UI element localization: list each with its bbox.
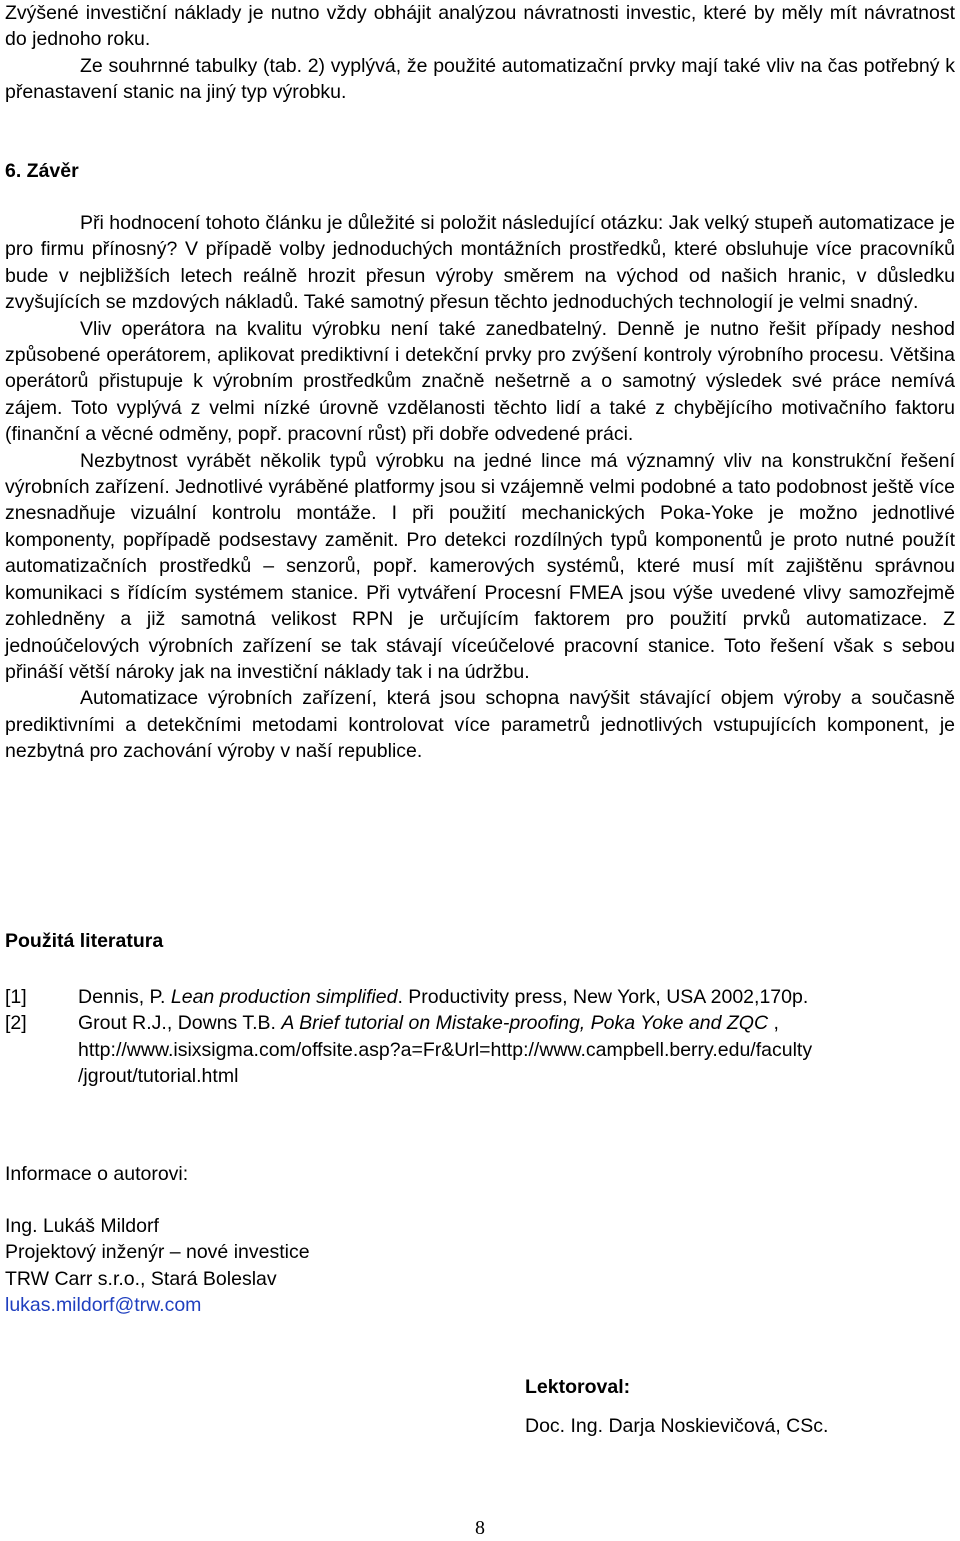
author-info-label: Informace o autorovi: xyxy=(5,1163,189,1185)
author-email-link[interactable]: lukas.mildorf@trw.com xyxy=(5,1294,202,1317)
intro-text xyxy=(5,0,955,106)
author-name: Ing. Lukáš Mildorf xyxy=(5,1215,159,1237)
intro-paragraph-1: Zvýšené investiční náklady je nutno vždy obhájit analýzou návratnosti investic, které by měly mít návratnost do jednoho roku. xyxy=(5,2,955,51)
reference-authors: Grout R.J., Downs T.B. xyxy=(78,1012,282,1035)
reference-title: A Brief tutorial on Mistake-proofing, Poka Yoke and ZQC xyxy=(281,1012,769,1035)
page-number: 8 xyxy=(475,1517,485,1539)
author-company: TRW Carr s.r.o., Stará Boleslav xyxy=(5,1267,277,1290)
intro-paragraph-2: Ze souhrnné tabulky (tab. 2) vyplývá, že použité automatizační prvky mají také vliv na čas potřebný k přenastavení stanic na jiný typ výrobku. xyxy=(5,54,955,104)
conclusion-paragraph-4: Automatizace výrobních zařízení, která jsou schopna navýšit stávající objem výroby a současně prediktivními a detekčními metodami kontrolovat více parametrů jednotlivých vstupujících komponent, je nezbytná pro zachování výroby v naší republice. xyxy=(5,687,955,763)
reference-number: [1] xyxy=(5,986,27,1008)
reference-details: , http://www.isixsigma.com/offsite.asp?a=Fr&Url=http://www.campbell.berry.edu/faculty /jgrout/tutorial.html xyxy=(78,1012,813,1088)
conclusion-paragraph-1: Při hodnocení tohoto článku je důležité si položit následující otázku: Jak velký stupeň automatizace je pro firmu přínosný? V případě volby jednoduchých montážních prostředků, které obsluhuje více pracovníků bude v nejbližších letech reálně hrozit přesun výroby směrem na východ od našich hranic, v důsledku zvyšujících se mzdových nákladů. Také samotný přesun těchto jednoduchých technologií je velmi snadný. xyxy=(5,212,955,314)
reviewer-name: Doc. Ing. Darja Noskievičová, CSc. xyxy=(525,1415,829,1437)
conclusion-paragraph-2: Vliv operátora na kvalitu výrobku není také zanedbatelný. Denně je nutno řešit případy neshod způsobené operátorem, aplikovat prediktivní i detekční prvky pro zvýšení kontroly výrobního procesu. Většina operátorů přistupuje k výrobním prostředkům značně nešetrně a o samotný výsledek své práce nemívá zájem. Toto vyplývá z velmi nízké úrovně vzdělanosti těchto lidí a také z chybějícího motivačního faktoru (finanční a věcné odměny, popř. pracovní růst) při dobře odvedené práci. xyxy=(5,317,955,446)
literature-heading: Použitá literatura xyxy=(5,930,164,952)
conclusion-text xyxy=(5,210,955,765)
reference-authors: Dennis, P. xyxy=(78,986,171,1008)
reference-item xyxy=(5,1010,955,1089)
reference-details: . Productivity press, New York, USA 2002,170p. xyxy=(397,986,809,1008)
reference-body xyxy=(78,1010,955,1089)
section-heading: 6. Závěr xyxy=(5,160,79,182)
author-info xyxy=(5,1213,310,1319)
reference-number: [2] xyxy=(5,1012,27,1035)
reference-item xyxy=(5,984,955,1010)
reference-body xyxy=(78,984,955,1010)
author-position: Projektový inženýr – nové investice xyxy=(5,1241,310,1264)
reference-list xyxy=(5,984,955,1090)
reference-title: Lean production simplified xyxy=(170,986,398,1008)
reviewer-label: Lektoroval: xyxy=(525,1376,631,1398)
conclusion-paragraph-3: Nezbytnost vyrábět několik typů výrobku na jedné lince má významný vliv na konstrukční řešení výrobních zařízení. Jednotlivé vyráběné platformy jsou si vzájemně velmi podobné a tato podobnost ještě více znesnadňuje vizuální kontrolu montáže. I při použití mechanických Poka-Yoke je možno jednotlivé komponenty, popřípadě podsestavy zaměnit. Pro detekci rozdílných typů komponentů je proto nutné použít automatizačních prostředků – senzorů, popř. kamerových systémů, které musí mít zajištěnu správnou komunikaci s řídícím systémem stanice. Při vytváření Procesní FMEA jsou výše uvedené vlivy samozřejmě zohledněny a již samotná velikost RPN je určujícím faktorem pro použití prvků automatizace. Z jednoúčelových výrobních zařízení se tak stávají víceúčelové pracovní stanice. Toto řešení však s sebou přináší větší nároky jak na investiční náklady tak i na údržbu. xyxy=(5,449,955,683)
